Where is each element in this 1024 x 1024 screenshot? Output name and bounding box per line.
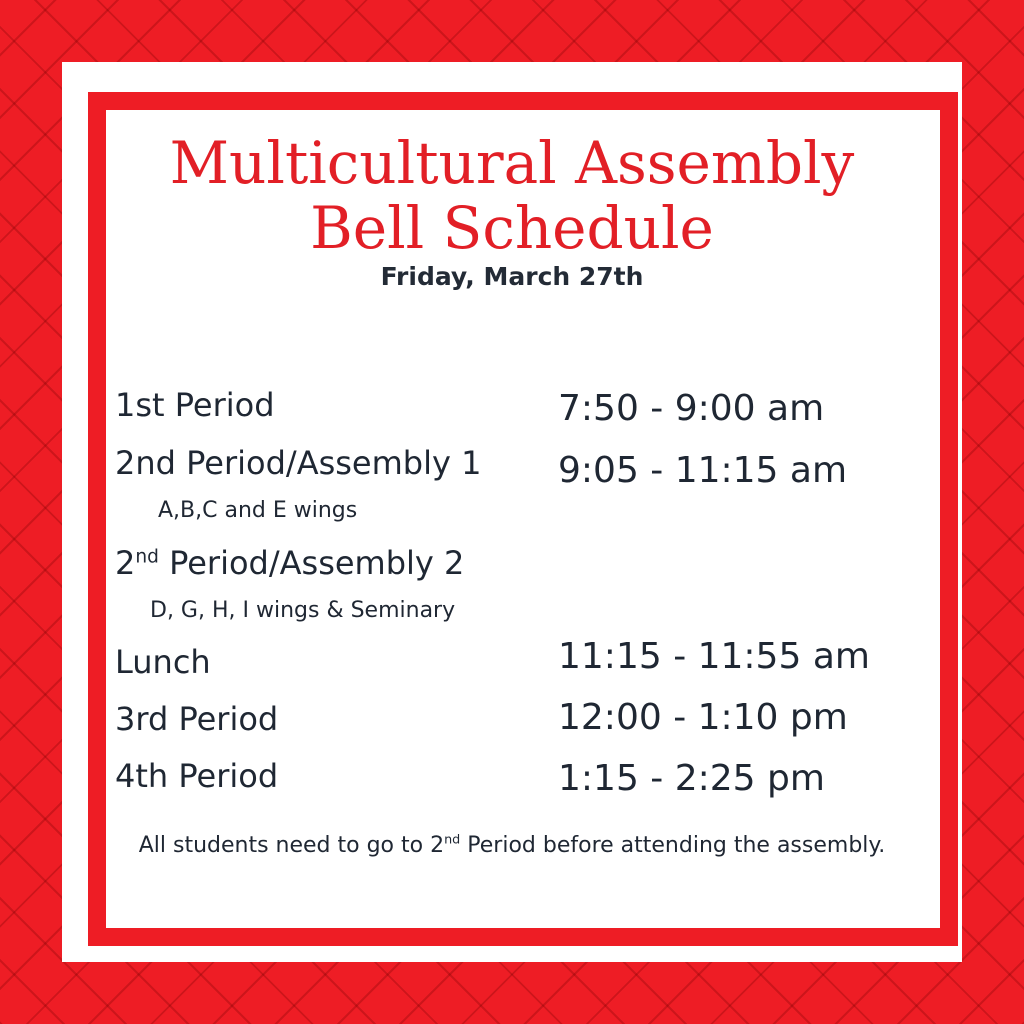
period-label-2: 2nd Period/Assembly 1 [115, 444, 482, 482]
period-time-4: 11:15 - 11:55 am [558, 636, 870, 677]
period-time-6: 1:15 - 2:25 pm [558, 758, 825, 799]
period-label-1: 1st Period [115, 386, 275, 424]
note-text-pre: All students need to go to 2 [138, 833, 445, 858]
period-label-3 [115, 544, 464, 582]
schedule-date: Friday, March 27th [380, 262, 644, 291]
title-line-2: Bell Schedule [310, 194, 714, 262]
period-sub-3: D, G, H, I wings & Seminary [150, 598, 456, 623]
period-sub-2: A,B,C and E wings [158, 498, 358, 523]
period-time-1: 7:50 - 9:00 am [558, 388, 825, 429]
note-text-post: Period before attending the assembly. [460, 833, 886, 858]
period-label-4: Lunch [115, 643, 211, 681]
period-label-3-text: Period/Assembly 2 [158, 544, 465, 582]
period-label-3-num: 2 [115, 544, 136, 582]
note-text-sup: nd [444, 832, 461, 848]
period-label-5: 3rd Period [115, 700, 279, 738]
assembly-note [100, 827, 924, 865]
period-label-3-sup: nd [135, 546, 159, 568]
period-time-5: 12:00 - 1:10 pm [558, 697, 848, 738]
title-line-1: Multicultural Assembly [169, 129, 855, 197]
period-time-2: 9:05 - 11:15 am [558, 450, 848, 491]
period-label-6: 4th Period [115, 757, 279, 795]
